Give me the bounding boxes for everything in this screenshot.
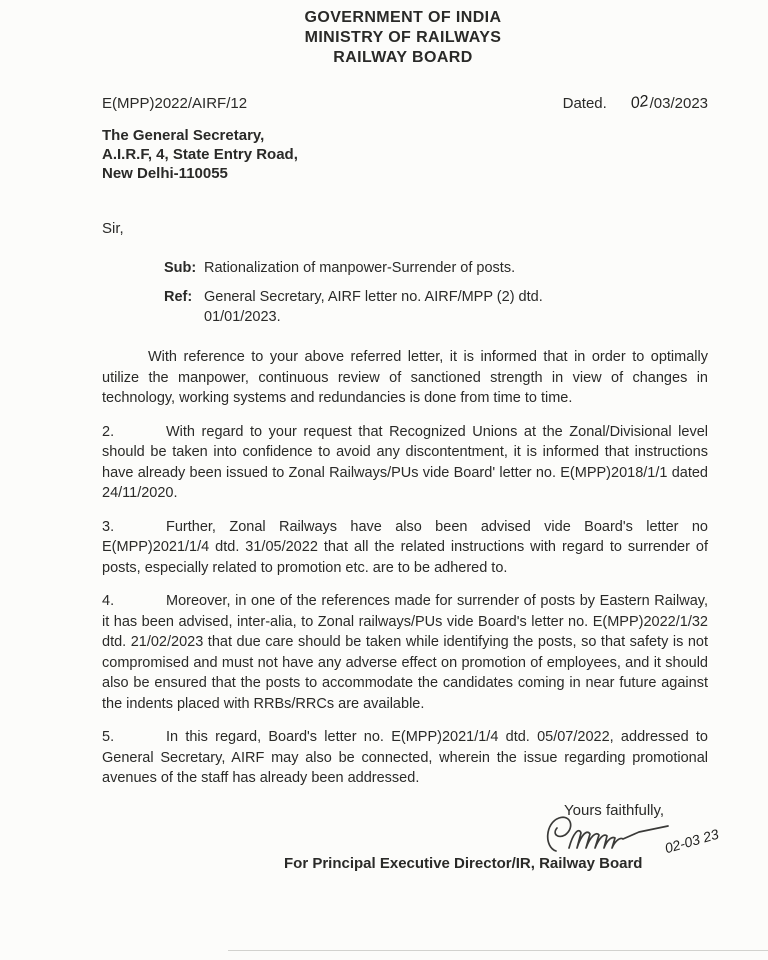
paragraph-3-text: Further, Zonal Railways have also been advised vide Board's letter no E(MPP)2021/1/4 dtd. 31/05/2022 that all the related instructions with regard to surrender of posts, especially related to promotion etc. are to be adhered to.: [102, 518, 708, 576]
addressee-block: [102, 126, 708, 183]
paragraph-5-text: In this regard, Board's letter no. E(MPP)2021/1/4 dtd. 05/07/2022, addressed to General Secretary, AIRF may also be connected, wherein the issue regarding promotional avenues of the staff has already been addressed.: [102, 729, 708, 786]
signature-area: [102, 809, 721, 857]
date-rest: /03/2023: [649, 95, 708, 112]
reference-text-line-2: 01/01/2023.: [204, 309, 281, 325]
handwritten-date-day: 02: [629, 92, 650, 113]
reference-text-line-1: General Secretary, AIRF letter no. AIRF/MPP (2) dtd.: [204, 289, 543, 305]
paragraph-2-number: 2.: [102, 423, 115, 440]
scan-edge-line: [228, 950, 768, 951]
file-number: E(MPP)2022/AIRF/12: [102, 95, 248, 112]
signatory-designation: For Principal Executive Director/IR, Railway Board: [284, 854, 643, 872]
reference-label: Ref:: [164, 289, 193, 305]
subject-row: [164, 258, 708, 278]
letterhead-line-3: RAILWAY BOARD: [333, 49, 473, 66]
subject-reference-block: [164, 258, 708, 327]
body-paragraph-1: [102, 347, 708, 409]
addressee-line-3: New Delhi-110055: [102, 165, 228, 182]
valediction: Yours faithfully,: [564, 801, 665, 819]
body-paragraph-4: [102, 591, 708, 714]
addressee-line-2: A.I.R.F, 4, State Entry Road,: [102, 146, 298, 163]
paragraph-5-number: 5.: [102, 729, 115, 745]
subject-label: Sub:: [164, 260, 197, 276]
paragraph-1-text: With reference to your above referred letter, it is informed that in order to optimally utilize the manpower, continuous review of sanctioned strength in view of changes in technology, working systems and redundancies is done from time to time.: [102, 349, 708, 406]
letter-body: [102, 347, 708, 789]
addressee-line-1: The General Secretary,: [102, 127, 265, 144]
reference-row: [102, 92, 708, 113]
letterhead-line-2: MINISTRY OF RAILWAYS: [304, 29, 502, 46]
reference-text: [204, 287, 543, 327]
paragraph-2-text: With regard to your request that Recognized Unions at the Zonal/Divisional level should be taken into confidence to avoid any discontentment, it is informed that instructions have already been issued to Zonal Railways/PUs vide Board' letter no. E(MPP)2018/1/1 dated 24/11/2020.: [102, 423, 708, 501]
dated-group: [562, 92, 708, 113]
letterhead: [102, 8, 704, 68]
subject-text: Rationalization of manpower-Surrender of posts.: [204, 260, 516, 276]
salutation: Sir,: [102, 220, 124, 237]
body-paragraph-2: [102, 422, 708, 504]
paragraph-3-number: 3.: [102, 518, 115, 535]
reference-row-2: [164, 287, 708, 327]
dated-label: Dated.: [562, 95, 607, 112]
paragraph-4-text: Moreover, in one of the references made for surrender of posts by Eastern Railway, it has been advised, inter-alia, to Zonal railways/PUs vide Board's letter no. E(MPP)2022/1/32 dtd. 21/02/2023 that due care should be taken while identifying the posts, so that safety is not compromised and must not have any adverse effect on promotion of employees, and it should also be ensured that the posts to accommodate the candidates coming in near future against the indents placed with RRBs/RRCs are available.: [102, 593, 708, 712]
paragraph-4-number: 4.: [102, 593, 115, 609]
closing-block: [102, 801, 721, 872]
letterhead-line-1: GOVERNMENT OF INDIA: [304, 9, 502, 26]
body-paragraph-5: [102, 727, 708, 789]
body-paragraph-3: [102, 517, 708, 579]
handwritten-signature-date: 02-03 23: [662, 825, 721, 856]
